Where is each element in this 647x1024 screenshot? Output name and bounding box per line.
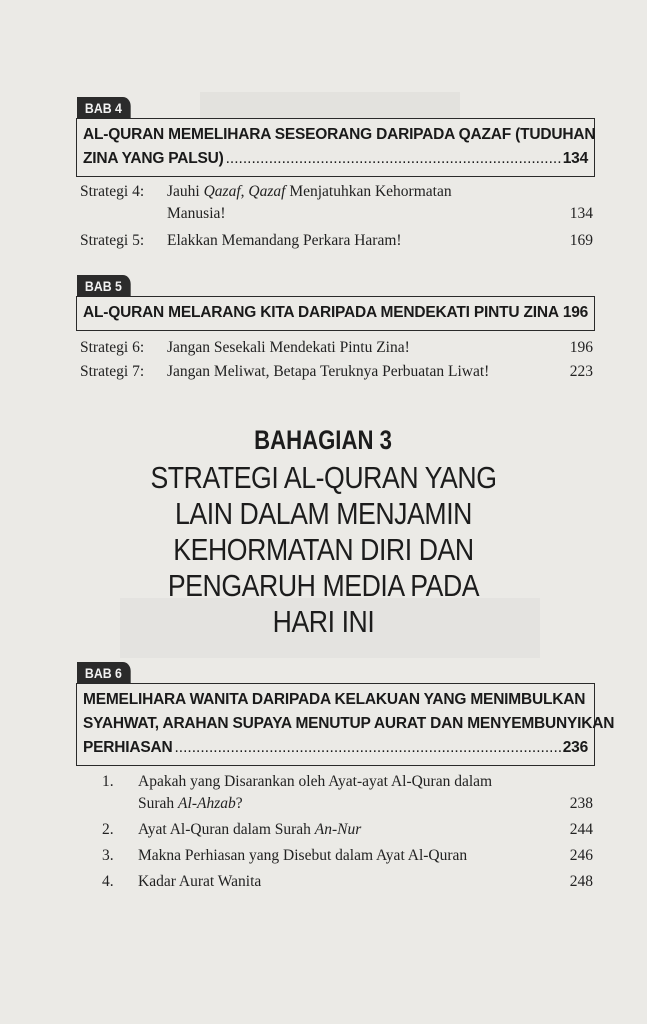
strategy-label: Strategi 6: — [80, 339, 145, 356]
strategy-page: 196 — [569, 339, 593, 356]
item-title: Ayat Al-Quran dalam Surah An-Nur — [138, 821, 362, 838]
chapter-page: 236 — [562, 739, 588, 756]
list-item — [80, 845, 593, 867]
list-item — [80, 771, 593, 815]
part-title — [60, 460, 587, 640]
strategy-title: Jangan Sesekali Mendekati Pintu Zina! — [167, 339, 410, 356]
strategy-page: 223 — [569, 363, 593, 380]
strategy-title-cont: Manusia! — [167, 205, 226, 222]
part-title-line: KEHORMATAN DIRI DAN — [173, 532, 474, 567]
part-title-line: PENGARUH MEDIA PADA — [167, 568, 480, 603]
chapter-title: ZINA YANG PALSU) — [83, 150, 224, 167]
strategy-entry — [80, 181, 593, 225]
item-page: 246 — [569, 847, 593, 864]
strategy-entry — [80, 337, 593, 359]
strategy-label: Strategi 5: — [80, 232, 145, 249]
item-title: Kadar Aurat Wanita — [138, 873, 262, 890]
chapter-box-bab-5 — [76, 296, 595, 331]
strategy-page: 134 — [569, 205, 593, 222]
leader-dots — [175, 736, 561, 760]
chapter-title: AL-QURAN MELARANG KITA DARIPADA MENDEKATI PINTU ZINA — [83, 304, 559, 321]
chapter-tab-bab-5: BAB 5 — [77, 275, 131, 297]
strategy-entry — [80, 361, 593, 383]
leader-dots — [226, 147, 561, 171]
item-title: Makna Perhiasan yang Disebut dalam Ayat Al-Quran — [138, 847, 468, 864]
part-title-line: STRATEGI AL-QURAN YANG — [150, 460, 497, 495]
item-title-cont: Surah Al-Ahzab? — [138, 795, 243, 812]
part-title-line: HARI INI — [272, 604, 375, 639]
chapter-title-line — [83, 147, 588, 171]
list-item — [80, 871, 593, 893]
chapter-title-line — [83, 123, 596, 147]
item-page: 244 — [569, 821, 593, 838]
strategy-label: Strategi 7: — [80, 363, 145, 380]
chapter-title-line — [83, 736, 588, 760]
chapter-page: 196 — [562, 304, 589, 321]
chapter-title: PERHIASAN — [83, 739, 173, 756]
chapter-page: 134 — [562, 150, 588, 167]
strategy-entry — [80, 230, 593, 252]
item-number: 2. — [102, 821, 114, 838]
item-title: Apakah yang Disarankan oleh Ayat-ayat Al-Quran dalam — [138, 773, 493, 790]
strategy-title: Jangan Meliwat, Betapa Teruknya Perbuatan Liwat! — [167, 363, 490, 380]
item-page: 248 — [569, 873, 593, 890]
strategy-page: 169 — [569, 232, 593, 249]
chapter-title-line — [83, 301, 588, 325]
part-heading — [60, 424, 587, 640]
item-page: 238 — [569, 795, 593, 812]
list-item — [80, 819, 593, 841]
strategy-title: Jauhi Qazaf, Qazaf Menjatuhkan Kehormatan — [167, 183, 452, 200]
chapter-title: MEMELIHARA WANITA DARIPADA KELAKUAN YANG MENIMBULKAN — [83, 691, 586, 708]
chapter-box-bab-4 — [76, 118, 595, 177]
item-number: 1. — [102, 773, 114, 790]
show-through-shade — [200, 92, 460, 118]
strategy-title: Elakkan Memandang Perkara Haram! — [167, 232, 402, 249]
chapter-title: SYAHWAT, ARAHAN SUPAYA MENUTUP AURAT DAN MENYEMBUNYIKAN — [83, 715, 615, 732]
strategy-label: Strategi 4: — [80, 183, 145, 200]
part-number: BAHAGIAN 3 — [254, 425, 393, 455]
chapter-title-line — [83, 712, 615, 736]
chapter-tab-bab-6: BAB 6 — [77, 662, 131, 684]
chapter-title: AL-QURAN MEMELIHARA SESEORANG DARIPADA QAZAF (TUDUHAN — [83, 126, 596, 143]
chapter-title-line — [83, 688, 588, 712]
part-title-line: LAIN DALAM MENJAMIN — [175, 496, 472, 531]
item-number: 4. — [102, 873, 114, 890]
chapter-box-bab-6 — [76, 683, 615, 766]
chapter-tab-bab-4: BAB 4 — [77, 97, 131, 119]
item-number: 3. — [102, 847, 114, 864]
